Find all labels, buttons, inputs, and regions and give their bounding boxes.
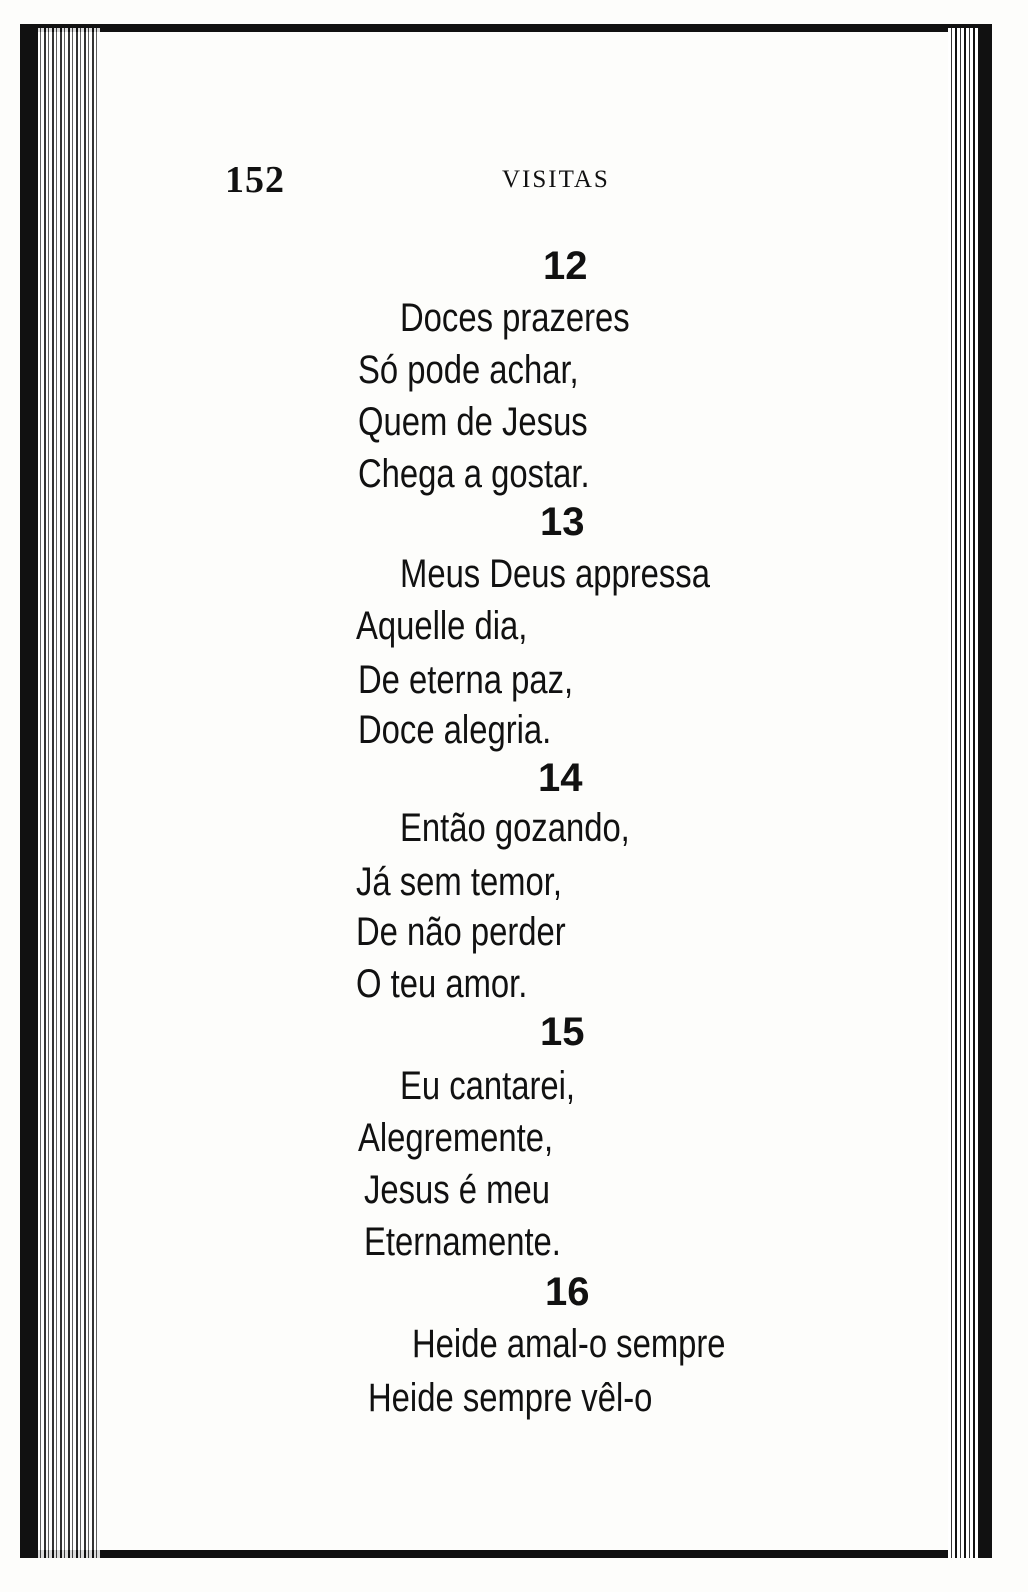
verse-line: Doces prazeres [400, 296, 630, 340]
stanza-number: 12 [543, 244, 588, 288]
verse-line: Jesus é meu [364, 1168, 550, 1212]
verse-line: Meus Deus appressa [400, 552, 710, 596]
scan-bottom-edge [20, 1550, 992, 1558]
running-title: VISITAS [502, 166, 610, 193]
stanza-number: 16 [545, 1270, 590, 1314]
scan-top-edge [20, 24, 992, 32]
stanza-number: 13 [540, 500, 585, 544]
verse-line: Eternamente. [364, 1220, 561, 1264]
verse-line: Aquelle dia, [356, 604, 528, 648]
verse-line: Eu cantarei, [400, 1064, 576, 1108]
verse-line: Heide amal-o sempre [412, 1322, 726, 1366]
verse-line: De eterna paz, [358, 658, 574, 702]
verse-line: Já sem temor, [356, 860, 562, 904]
verse-line: Quem de Jesus [358, 400, 588, 444]
scan-binding-left-edge [20, 28, 38, 1558]
verse-line: De não perder [356, 910, 566, 954]
stanza-number: 15 [540, 1010, 585, 1054]
verse-line: Então gozando, [400, 806, 630, 850]
verse-line: Chega a gostar. [358, 452, 590, 496]
verse-line: O teu amor. [356, 962, 528, 1006]
page-number: 152 [225, 159, 285, 201]
verse-line: Só pode achar, [358, 348, 579, 392]
scan-binding-right-edge [978, 28, 992, 1558]
verse-line: Heide sempre vêl-o [368, 1376, 653, 1420]
verse-line: Alegremente, [358, 1116, 554, 1160]
verse-line: Doce alegria. [358, 708, 552, 752]
stanza-number: 14 [538, 756, 583, 800]
